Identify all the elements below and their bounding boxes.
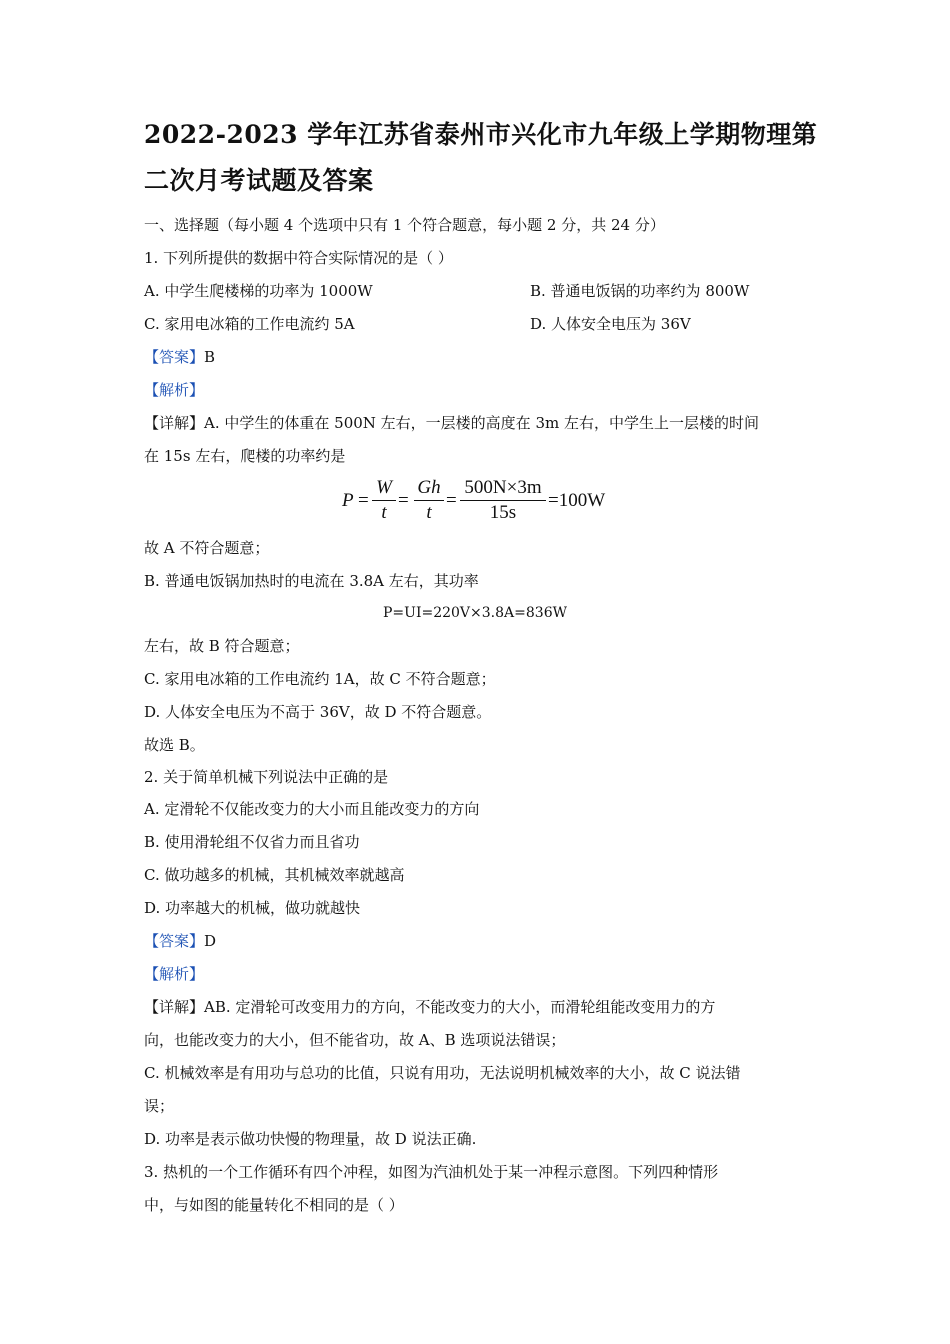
q1-option-d: D. 人体安全电压为 36V xyxy=(530,315,691,333)
q1-detail-line2: 在 15s 左右，爬楼的功率约是 xyxy=(144,447,346,465)
q1-a-conclusion: 故 A 不符合题意； xyxy=(144,539,270,557)
q1-final: 故选 B。 xyxy=(144,736,205,754)
fraction-numeric xyxy=(460,476,546,525)
q2-line-d: D. 功率是表示做功快慢的物理量，故 D 说法正确. xyxy=(144,1130,477,1148)
q3-stem-line2: 中，与如图的能量转化不相同的是（ ） xyxy=(144,1196,404,1214)
analysis-tag: 【解析】 xyxy=(144,965,205,983)
answer-value: B xyxy=(204,348,216,366)
q1-stem: 1. 下列所提供的数据中符合实际情况的是（ ） xyxy=(144,249,453,267)
formula-gh: Gh xyxy=(417,477,441,498)
answer-tag: 【答案】 xyxy=(144,348,205,366)
section-header: 一、选择题（每小题 4 个选项中只有 1 个符合题意，每小题 2 分，共 24 分） xyxy=(144,216,665,234)
q1-line-c: C. 家用电冰箱的工作电流约 1A，故 C 不符合题意； xyxy=(144,670,496,688)
formula-w: W xyxy=(376,477,392,498)
formula-t: t xyxy=(381,502,387,523)
q2-analysis-tag xyxy=(144,963,204,985)
answer-tag: 【答案】 xyxy=(144,932,205,950)
detail-text: A. 中学生的体重在 500N 左右，一层楼的高度在 3m 左右，中学生上一层楼的时间 xyxy=(204,414,759,432)
formula-numerator: 500N×3m xyxy=(464,477,542,498)
detail-tag: 【详解】 xyxy=(144,998,205,1016)
formula-result: =100W xyxy=(548,490,606,511)
q1-option-a: A. 中学生爬楼梯的功率为 1000W xyxy=(144,282,373,300)
q2-option-a: A. 定滑轮不仅能改变力的大小而且能改变力的方向 xyxy=(144,800,480,818)
q2-detail-line1 xyxy=(144,996,715,1018)
q1-answer xyxy=(144,346,215,368)
q1-b-conclusion: 左右，故 B 符合题意； xyxy=(144,637,300,655)
page-title: 2022-2023 学年江苏省泰州市兴化市九年级上学期物理第二次月考试题及答案 xyxy=(144,120,818,195)
formula-t2: t xyxy=(426,502,432,523)
detail-tag: 【详解】 xyxy=(144,414,205,432)
q2-option-b: B. 使用滑轮组不仅省力而且省功 xyxy=(144,833,360,851)
answer-value: D xyxy=(204,932,217,950)
q2-line-c2: 误； xyxy=(144,1097,175,1115)
q2-option-c: C. 做功越多的机械，其机械效率就越高 xyxy=(144,866,405,884)
power-formula xyxy=(342,476,622,532)
q3-stem-line1: 3. 热机的一个工作循环有四个冲程，如图为汽油机处于某一冲程示意图。下列四种情形 xyxy=(144,1163,719,1181)
fraction-gh-over-t xyxy=(414,476,444,525)
formula-denominator: 15s xyxy=(489,502,517,523)
q1-detail-line1 xyxy=(144,412,759,434)
q1-line-d: D. 人体安全电压为不高于 36V，故 D 不符合题意。 xyxy=(144,703,492,721)
q2-line-c1: C. 机械效率是有用功与总功的比值，只说有用功，无法说明机械效率的大小，故 C 说法错 xyxy=(144,1064,741,1082)
fraction-w-over-t xyxy=(372,476,396,525)
q2-stem: 2. 关于简单机械下列说法中正确的是 xyxy=(144,768,389,786)
q1-formula-b: P=UI=220V×3.8A=836W xyxy=(383,605,567,621)
analysis-tag: 【解析】 xyxy=(144,381,205,399)
formula-eq3: = xyxy=(446,490,457,511)
q2-answer xyxy=(144,930,216,952)
formula-eq2: = xyxy=(398,490,409,511)
q2-option-d: D. 功率越大的机械，做功就越快 xyxy=(144,899,361,917)
q1-option-c: C. 家用电冰箱的工作电流约 5A xyxy=(144,315,355,333)
formula-eq1: = xyxy=(358,490,369,511)
q2-detail-line2: 向，也能改变力的大小，但不能省功，故 A、B 选项说法错误； xyxy=(144,1031,566,1049)
formula-p: P xyxy=(342,490,354,511)
q1-line-b: B. 普通电饭锅加热时的电流在 3.8A 左右，其功率 xyxy=(144,572,479,590)
q1-analysis-tag xyxy=(144,379,204,401)
q1-option-b: B. 普通电饭锅的功率约为 800W xyxy=(530,282,750,300)
detail-text: AB. 定滑轮可改变用力的方向，不能改变力的大小，而滑轮组能改变用力的方 xyxy=(204,998,716,1016)
